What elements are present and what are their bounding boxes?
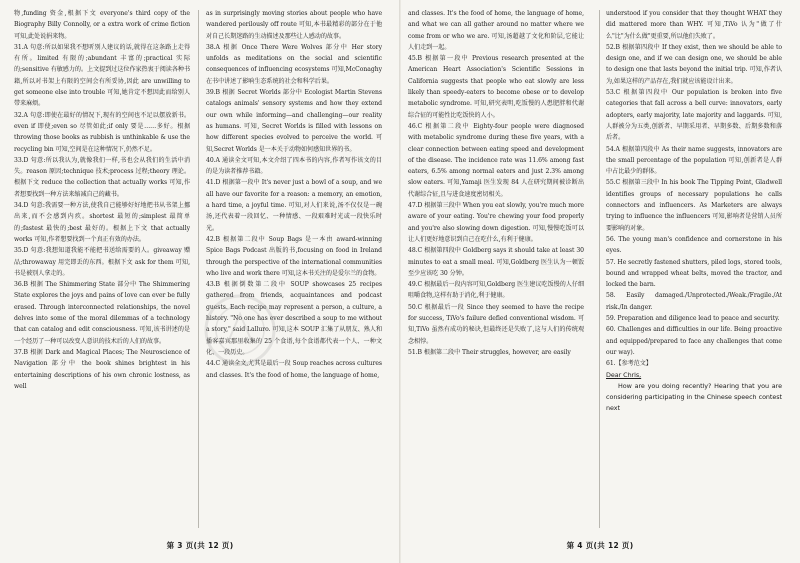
- answer-paragraph: 49.C 根据最后一段内容可知,Goldberg 医生建议吃饭慢的人仔细咀嚼食物,这样有助于消化,利于健康。: [408, 281, 584, 300]
- page-3-column-2: [206, 8, 382, 528]
- answer-paragraph: 31.A 句意:所以如果我不想听别人建议的话,就得在这条路上走得有所。limited 有限的;abundant 丰富的;practical 实际的;sensitive 有敏感力的。上文提到过这位作家热衷于阅读各种书籍,所以对书架上有限的空间会有所妥协,因此 are unwilling to get someone else into trouble 可知,她肯定不想因此而给别人带来麻烦。: [14, 43, 190, 108]
- answer-paragraph: 47.D 根据第三段中 When you eat slowly, you're much more aware of your eating. You're chewing your food properly and you're also slowing down digestion. 可知,慢慢吃饭可以让人们更好地意识到自己在吃什么,有利于健康。: [408, 202, 584, 243]
- answer-paragraph: 53.C 根据第四段中 Our population is broken into five categories that fall across a bell curve: innovators, early adopters, early majority, late majority and laggards. 可知,人群被分为五类,创新者、早期采用者、早期多数、后期多数和落后者。: [606, 89, 782, 142]
- page-3-column-1: [14, 8, 190, 528]
- answer-paragraph: 38.A 根据 Once There Were Wolves 部分中 Her story unfolds as meditations on the social and scientific consequences of influencing ecosystems 可知,McConaghy 在书中讲述了影响生态系统的社会和科学后果。: [206, 43, 382, 85]
- column-divider: [599, 10, 600, 528]
- answer-paragraph: 35.D 句意:我想知道我能不能把书送给需要的人。giveaway 赠品;throwaway 用完即丢的东西。根据下文 ask for them 可知,书是被别人拿走的。: [14, 247, 190, 277]
- answer-paragraph: 33.D 句意:所以我认为,就像我们一样,书也会从我们的生活中消失。reason 原因;technique 技术;process 过程;theory 理论。根据下文 reduce the collection that actually works 可知,作者想要找到一种方法来缩减自己的藏书。: [14, 156, 190, 198]
- answer-paragraph: 34.D 句意:我需要一种方法,使我自己能够好好地把书从书架上挪出来,而不会感到内疚。shortest 最短的;simplest 最简单的;fastest 最快的;best 最好的。根据上下文 that actually works 可知,作者想要找到一个真正有效的办法。: [14, 202, 190, 243]
- answer-paragraph: 44.C 通读全文,尤其是最后一段 Soup reaches across cultures and classes. It's the food of home, the language of home,: [206, 360, 382, 379]
- answer-paragraph: and classes. It's the food of home, the language of home, and what we can all gather around no matter where we come from or who we are. 可知,汤超越了文化和阶层,它能让人们走到一起。: [408, 10, 584, 51]
- answer-paragraph: 60. Challenges and difficulties in our life. Being proactive and equipped/prepared to face any challenges that come our way).: [606, 326, 782, 356]
- answer-paragraph: 57. He secretly fastened shutters, piled logs, stored tools, bound and wrapped wheat belts, moved the tractor, and locked the barn.: [606, 258, 782, 289]
- answer-paragraph: 55.C 根据第三段中 In his book The Tipping Point, Gladwell identifies groups of necessary populations he calls connectors and influencers. As Marketers are always trying to influence the influencers 可知,影响者是营销人员所要影响的对象。: [606, 179, 782, 232]
- answer-paragraph: 37.B 根据 Dark and Magical Places; The Neuroscience of Navigation 部分中 the book shines brightest in his entertaining descriptions of his own chronic lostness, as well: [14, 348, 190, 390]
- answer-paragraph: 51.B 根据第二段中 Their struggles, however, are easily: [408, 348, 571, 356]
- page-4: [400, 0, 800, 563]
- answer-paragraph: 52.B 根据第四段中 If they exist, then we should be able to design one, and if we can design one, we should be able to design one that lasts beyond the initial trip. 可知,作者认为,如果这样的产品存在,我们就应该能设计出来。: [606, 43, 782, 85]
- answer-paragraph: understood if you consider that they thought WHAT they did mattered more than WHY. 可知,TiVo 认为"做了什么"比"为什么做"更重要,所以他们失败了。: [606, 10, 782, 40]
- answer-paragraph: 物,funding 资金,根据下文 everyone's third copy of the Biography Billy Connolly, or a extra work of crime fiction 可知,此处说捐来物。: [14, 10, 190, 40]
- answer-paragraph: 40.A 通读全文可知,本文介绍了四本书的内容,作者写作该文的目的是为读者推荐书籍。: [206, 156, 382, 176]
- letter-greeting: Dear Chris,: [606, 370, 642, 379]
- page-number-footer: 第 3 页(共 12 页): [166, 541, 234, 550]
- answer-paragraph: 46.C 根据第二段中 Eighty-four people were diagnosed with metabolic syndrome during these five years, with a clear connection between eating speed and development of the disease. The incidence rate was 11.6% among fast eaters, 6.5% among normal eaters and just 2.3% among slow eaters. 可知,Yamaji 医生发现 84 人在研究期间被诊断出代谢综合征,且与进食速度密切相关。: [408, 122, 584, 198]
- answer-paragraph: 54.A 根据第四段中 As their name suggests, innovators are the small percentage of the population 可知,创新者是人群中占比最少的群体。: [606, 145, 782, 176]
- answer-paragraph: 61.【参考范文】: [606, 360, 652, 368]
- answer-paragraph: 45.B 根据第一段中 Previous research presented at the American Heart Association's Scientific Sessions in California suggests that people who eat slowly are less likely than speedy-eaters to become obese or to develop metabolic syndrome. 可知,研究表明,吃饭慢的人患肥胖和代谢综合征的可能性比吃饭快的人小。: [408, 55, 584, 119]
- answer-paragraph: as in surprisingly moving stories about people who have wandered perilously off route 可知,本书最精彩的部分在于他对自己长期迷路的生动描述及那些让人感动的故事。: [206, 10, 382, 40]
- answer-paragraph: 58. Easily damaged./Unprotected./Weak./Fragile./At risk./In danger.: [606, 292, 782, 311]
- answer-paragraph: 50.C 根据最后一段 Since they seemed to have the recipe for success, TiVo's failure defied conventional wisdom. 可知,TiVo 虽然有成功的秘诀,但最终还是失败了,这与人们的传统观念相悖。: [408, 303, 584, 345]
- answer-paragraph: 43.B 根据倒数第二段中 SOUP showcases 25 recipes gathered from friends, acquaintances and podcast guests. Each recipe may represent a person, a culture, a history. "No one has ever described a soup to me without a story," said Lalluro. 可知,这本 SOUP 汇集了从朋友、熟人和播客嘉宾那里收集的 25 个食谱,每个食谱都代表一个人、一种文化、一段历史。: [206, 281, 382, 356]
- page-4-column-1: [408, 8, 584, 528]
- column-divider: [198, 10, 199, 528]
- letter-body: How are you doing recently? Hearing that you are considering participating in the Chinese speech contest next: [606, 381, 782, 413]
- page-number-footer: 第 4 页(共 12 页): [566, 541, 634, 550]
- answer-paragraph: 32.A 句意:即使在最好的情况下,现有的空间也不足以摆放新书。even if 即使;even so 尽管如此;if only 要是……多好。根据 throwing those books as rubbish is unthinkable & use the recycling bin 可知,空间是在这种情况下,仍然不足。: [14, 111, 190, 153]
- page-4-column-2: [606, 8, 782, 528]
- answer-paragraph: 36.B 根据 The Shimmering State 部分中 The Shimmering State explores the joys and pains of love can ever be fully erased. Through interconnected relationships, the novel delves into some of the moral dilemmas of a technology that can catalog and edit consciousness. 可知,该书讲述的是一个经历了一种可以改变人意识的技术后的人们的故事。: [14, 281, 190, 345]
- answer-paragraph: 56. The young man's confidence and cornerstone in his eyes.: [606, 235, 782, 255]
- answer-paragraph: 41.D 根据第一段中 It's never just a bowl of a soup, and we all have our favorite for a reason: a memory, an emotion, a hard time, a joyful time. 可知,对人们来说,汤不仅仅是一碗汤,还代表着一段回忆、一种情感、一段艰难时光或一段快乐时光。: [206, 179, 382, 232]
- answer-paragraph: 39.B 根据 Secret Worlds 部分中 Ecologist Martin Stevens catalogs animals' sensory systems and how they extend our own while informing—and challenging—our reality as humans. 可知, Secret Worlds is filled with lessons on how different species evolved to perceive the world. 可知,Secret Worlds 是一本关于动物如何感知世界的书。: [206, 89, 382, 153]
- answer-paragraph: 48.C 根据第四段中 Goldberg says it should take at least 30 minutes to eat a small meal. 可知,Goldberg 医生认为一顿饭至少应该吃 30 分钟。: [408, 247, 584, 277]
- watermark-seal-icon: [200, 290, 280, 370]
- answer-paragraph: 42.B 根据第二段中 Soup Bags 是一本由 award-winning Spice Bags Podcast 出版的书,focusing on food in Ireland through the perspective of the international communities who live and work there 可知,这本书关注的是爱尔兰的食物。: [206, 235, 382, 277]
- answer-paragraph: 59. Preparation and diligence lead to peace and security.: [606, 315, 780, 323]
